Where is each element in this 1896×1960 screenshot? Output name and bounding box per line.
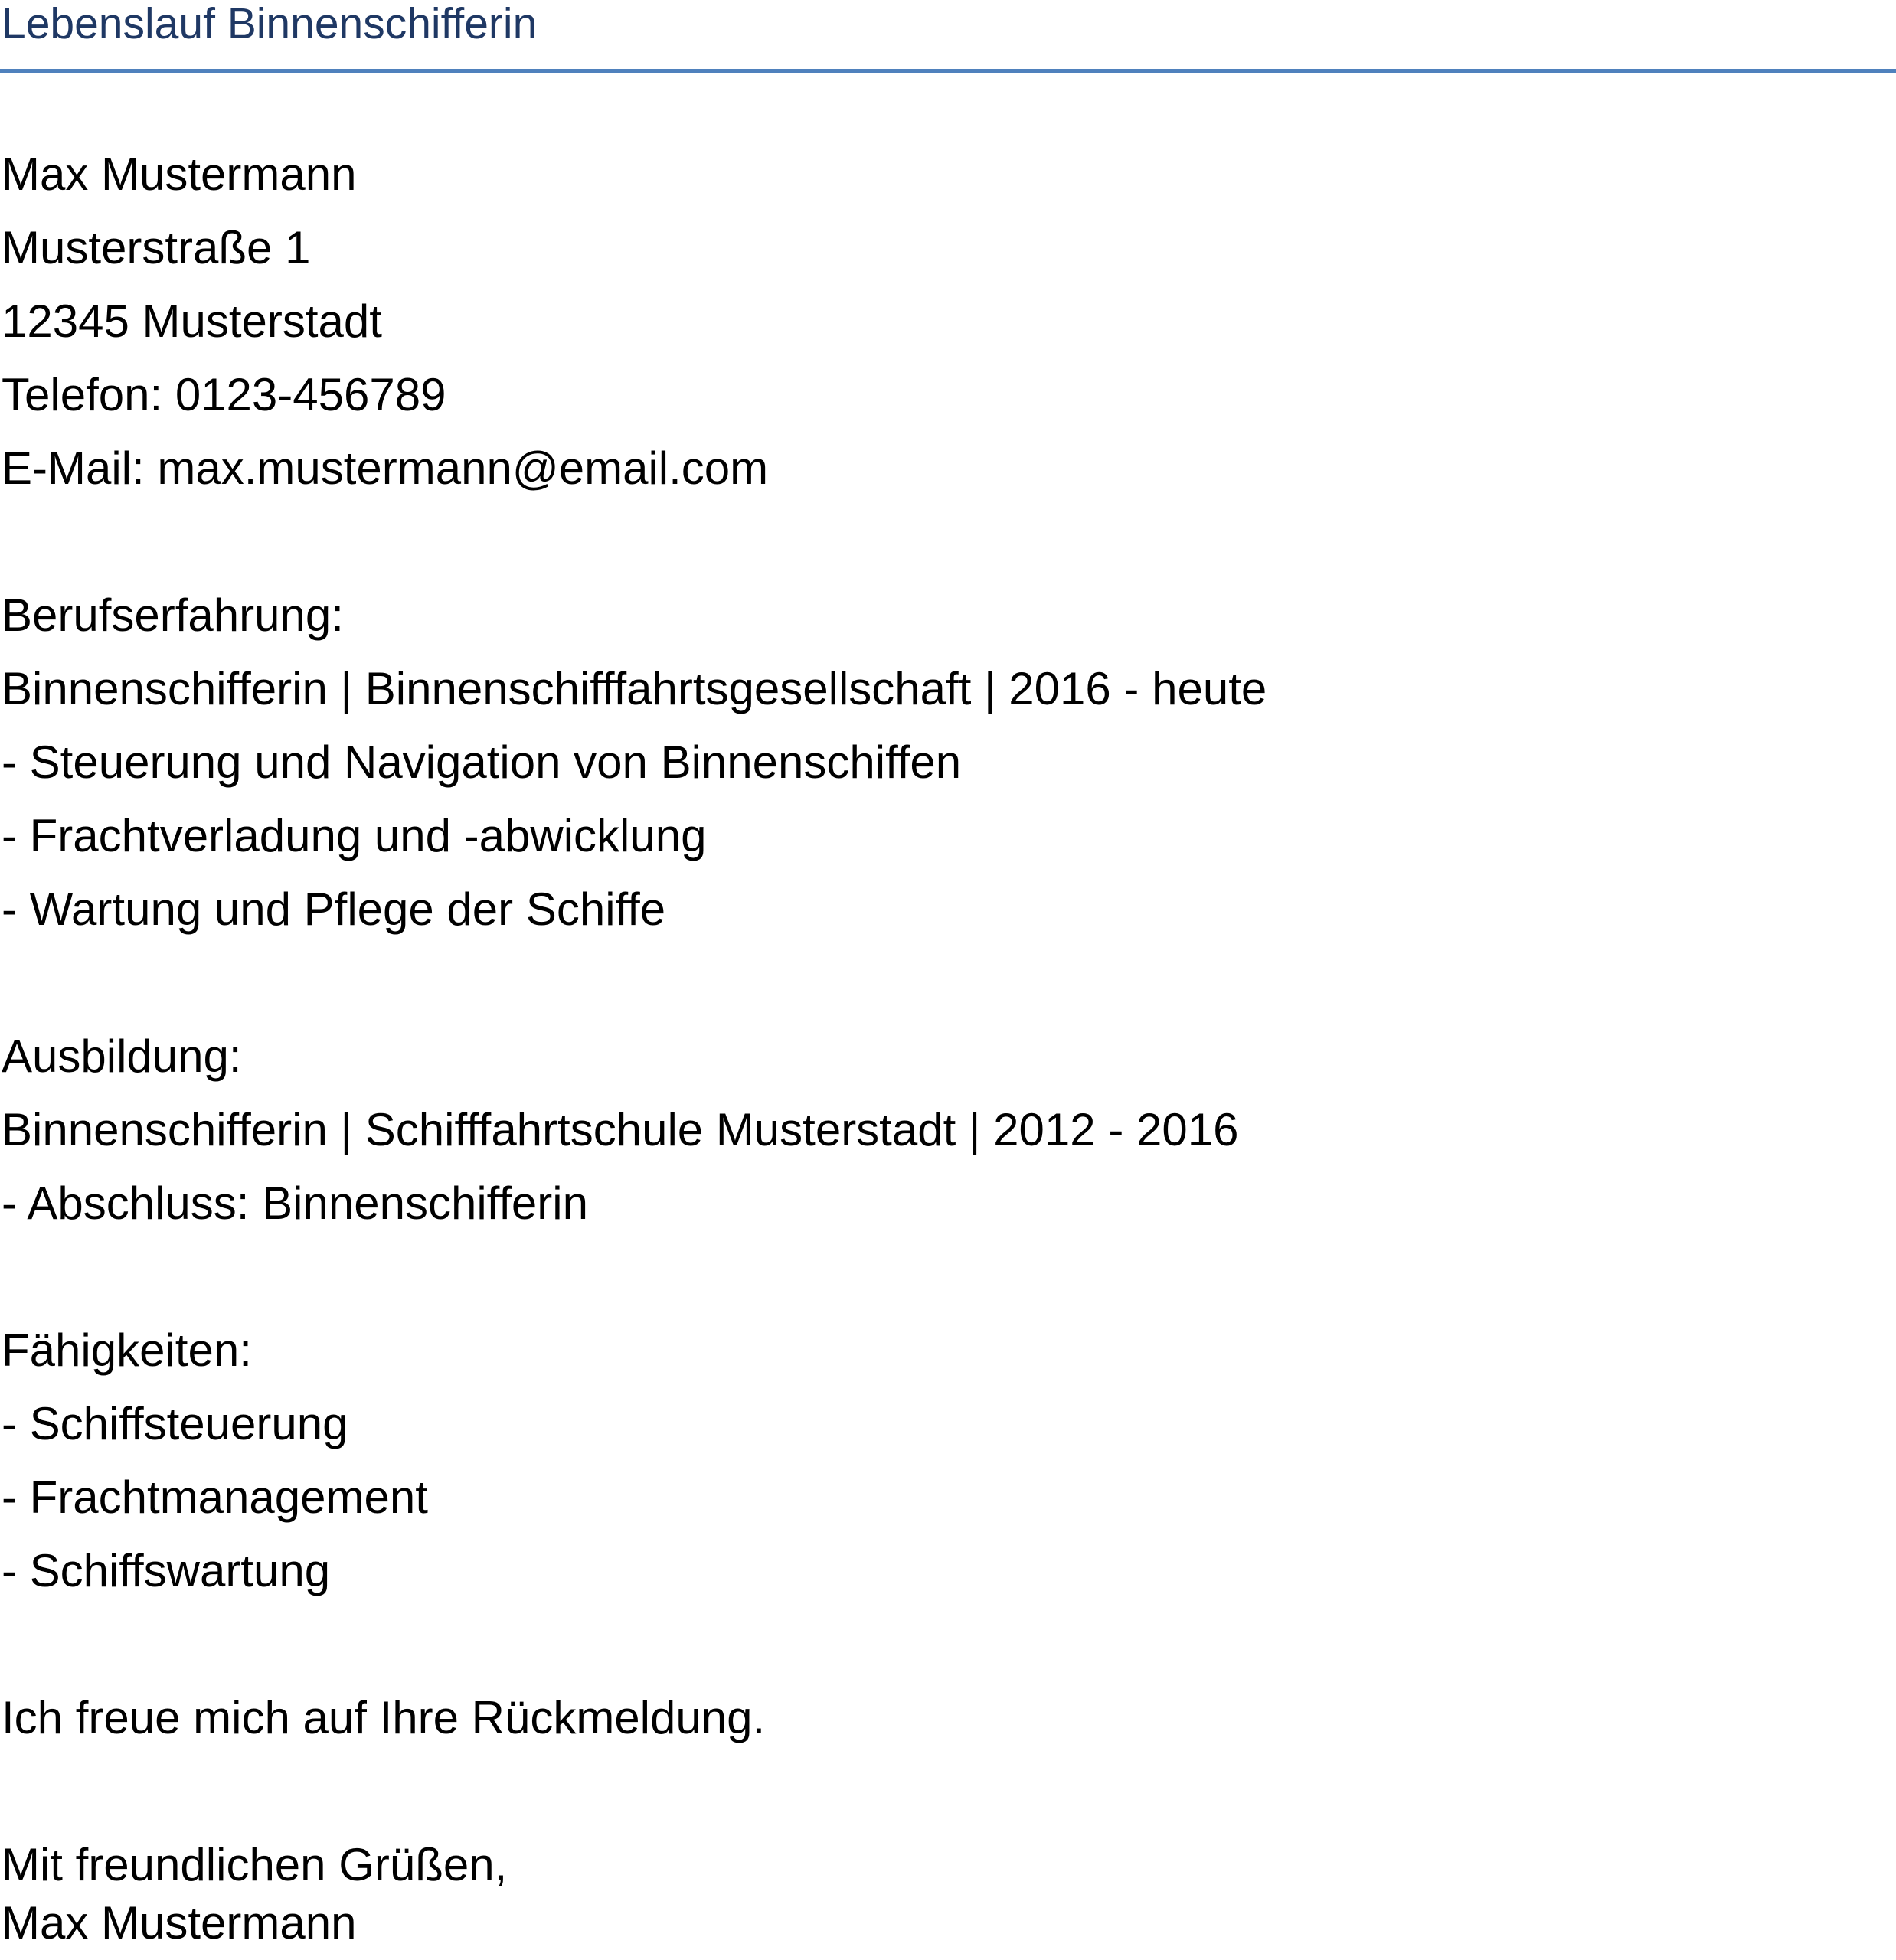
- greeting: Mit freundlichen Grüßen,: [2, 1839, 508, 1890]
- closing-sentence: Ich freue mich auf Ihre Rückmeldung.: [2, 1692, 766, 1743]
- contact-street: Musterstraße 1: [2, 222, 311, 273]
- education-heading: Ausbildung:: [2, 1031, 242, 1082]
- skills-item: - Frachtmanagement: [2, 1472, 428, 1523]
- skills-heading: Fähigkeiten:: [2, 1325, 252, 1376]
- experience-entry: Binnenschifferin | Binnenschifffahrtsgesellschaft | 2016 - heute: [2, 663, 1267, 714]
- contact-phone: Telefon: 0123-456789: [2, 369, 446, 420]
- skills-item: - Schiffsteuerung: [2, 1398, 348, 1449]
- experience-item: - Frachtverladung und -abwicklung: [2, 810, 707, 861]
- contact-name: Max Mustermann: [2, 149, 357, 200]
- experience-item: - Wartung und Pflege der Schiffe: [2, 884, 666, 935]
- contact-city: 12345 Musterstadt: [2, 296, 382, 347]
- title-divider: [0, 69, 1896, 73]
- contact-email: E-Mail: max.mustermann@email.com: [2, 443, 769, 494]
- experience-item: - Steuerung und Navigation von Binnenschiffen: [2, 737, 962, 788]
- experience-heading: Berufserfahrung:: [2, 590, 344, 641]
- education-item: - Abschluss: Binnenschifferin: [2, 1178, 588, 1229]
- skills-item: - Schiffswartung: [2, 1545, 331, 1596]
- education-entry: Binnenschifferin | Schifffahrtschule Musterstadt | 2012 - 2016: [2, 1104, 1239, 1155]
- document-title: Lebenslauf Binnenschifferin: [2, 0, 538, 48]
- signature-name: Max Mustermann: [2, 1897, 357, 1949]
